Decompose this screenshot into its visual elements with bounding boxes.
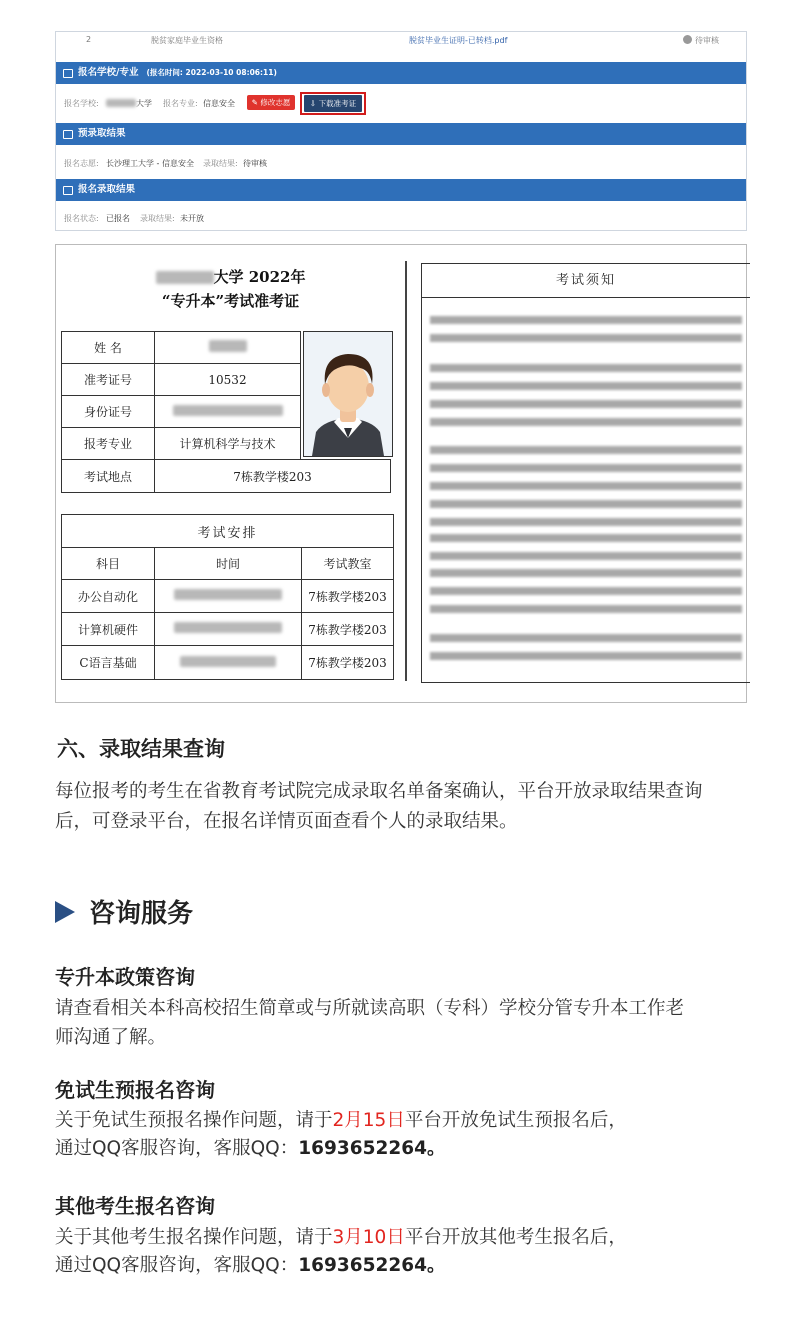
status-label: 报名状态: xyxy=(64,214,99,223)
note-paragraph xyxy=(430,316,742,352)
download-highlight xyxy=(300,92,366,115)
time-cell xyxy=(155,646,302,680)
other-qq-number: 1693652264。 xyxy=(298,1255,446,1276)
policy-heading: 专升本政策咨询 xyxy=(55,965,195,989)
wish-label: 报名志愿: xyxy=(64,159,99,168)
location-value: 7栋教学楼203 xyxy=(155,460,391,493)
exempt-date: 2月15日 xyxy=(332,1110,405,1131)
redacted-id xyxy=(173,405,283,416)
major-label: 报名专业: xyxy=(163,99,198,108)
room-cell: 7栋教学楼203 xyxy=(302,646,394,680)
file-index: 2 xyxy=(86,35,92,44)
pre-admission-header xyxy=(56,123,746,145)
major-field-label: 报考专业 xyxy=(62,428,155,460)
school-value xyxy=(106,98,152,109)
note-paragraph xyxy=(430,364,742,436)
candidate-info-table xyxy=(61,331,301,460)
other-line2 xyxy=(55,1251,445,1281)
ticket-title: “专升本”考试准考证 xyxy=(161,292,300,310)
section6-heading: 六、录取结果查询 xyxy=(57,737,225,761)
note-paragraph xyxy=(430,569,742,623)
download-ticket-label: 下载准考证 xyxy=(318,99,357,108)
col-time: 时间 xyxy=(155,548,302,580)
final-result-value: 未开放 xyxy=(180,214,204,223)
file-row xyxy=(56,32,746,50)
school-icon xyxy=(63,69,73,78)
ticket-no-label: 准考证号 xyxy=(62,364,155,396)
other-line1 xyxy=(55,1223,627,1253)
exam-notes-box xyxy=(421,263,750,683)
download-ticket-button[interactable]: ⇩ 下载准考证 xyxy=(304,95,362,112)
other-qq-pre: 通过QQ客服咨询，客服QQ： xyxy=(55,1255,299,1276)
pre-result-label: 录取结果: xyxy=(203,159,238,168)
schedule-title: 考试安排 xyxy=(62,515,394,548)
time-cell xyxy=(155,580,302,613)
edit-wish-button[interactable]: ✎ 修改志愿 xyxy=(247,95,295,110)
final-result-label: 录取结果: xyxy=(140,214,175,223)
triangle-bullet-icon xyxy=(55,901,75,923)
location-label: 考试地点 xyxy=(62,460,155,493)
id-value xyxy=(155,396,301,428)
school-section-title: 报名学校/专业 xyxy=(78,67,139,78)
notes-title: 考试须知 xyxy=(422,264,750,298)
apply-time-value: 2022-03-10 08:06:11 xyxy=(185,68,274,77)
exam-schedule-table xyxy=(61,514,394,680)
ticket-no-value: 10532 xyxy=(155,364,301,396)
redacted-school-name xyxy=(156,271,214,284)
schedule-row xyxy=(62,646,394,680)
subject-cell: 计算机硬件 xyxy=(62,613,155,646)
exempt-pre: 关于免试生预报名操作问题，请于 xyxy=(55,1110,333,1131)
subject-cell: C语言基础 xyxy=(62,646,155,680)
wish-value: 长沙理工大学 - 信息安全 xyxy=(106,159,194,168)
policy-line2: 师沟通了解。 xyxy=(55,1027,167,1048)
redacted-time xyxy=(180,656,276,667)
room-cell: 7栋教学楼203 xyxy=(302,613,394,646)
note-paragraph xyxy=(430,634,742,670)
name-value xyxy=(155,332,301,364)
ticket-year: 2022年 xyxy=(248,268,306,286)
redacted-time xyxy=(174,622,282,633)
file-doc-type: 脱贫家庭毕业生资格 xyxy=(151,36,223,45)
result-icon-2 xyxy=(63,186,73,195)
redacted-name xyxy=(209,340,247,352)
section6-line2: 后，可登录平台，在报名详情页面查看个人的录取结果。 xyxy=(55,811,518,832)
schedule-row xyxy=(62,613,394,646)
time-cell xyxy=(155,613,302,646)
other-date: 3月10日 xyxy=(332,1227,405,1248)
result-icon xyxy=(63,130,73,139)
pre-admission-title: 预录取结果 xyxy=(78,128,126,139)
file-name-link[interactable]: 脱贫毕业生证明-已转档.pdf xyxy=(409,36,508,45)
col-subject: 科目 xyxy=(62,548,155,580)
subject-cell: 办公自动化 xyxy=(62,580,155,613)
note-paragraph xyxy=(430,446,742,526)
major-field-value: 计算机科学与技术 xyxy=(155,428,301,460)
other-heading: 其他考生报名咨询 xyxy=(55,1194,215,1218)
consult-section-title xyxy=(55,893,193,930)
final-admission-header xyxy=(56,179,746,201)
id-label: 身份证号 xyxy=(62,396,155,428)
exempt-post: 平台开放免试生预报名后， xyxy=(404,1110,627,1131)
file-status xyxy=(683,35,719,46)
redacted-school xyxy=(106,99,136,107)
avatar-illustration xyxy=(304,332,392,456)
major-value: 信息安全 xyxy=(203,99,235,108)
exempt-line2 xyxy=(55,1134,445,1164)
ticket-divider xyxy=(405,261,407,681)
room-cell: 7栋教学楼203 xyxy=(302,580,394,613)
redacted-time xyxy=(174,589,282,600)
edit-wish-label: 修改志愿 xyxy=(260,98,291,107)
candidate-photo xyxy=(303,331,393,457)
file-status-label: 待审核 xyxy=(695,36,719,45)
apply-time-label: 报名时间 xyxy=(149,68,180,77)
school-suffix: 大学 xyxy=(136,99,152,108)
admission-ticket xyxy=(55,244,747,703)
exempt-line1 xyxy=(55,1106,627,1136)
ticket-school-line xyxy=(56,266,405,287)
schedule-row xyxy=(62,580,394,613)
exempt-qq-pre: 通过QQ客服咨询，客服QQ： xyxy=(55,1138,299,1159)
exam-location-table xyxy=(61,459,391,493)
exempt-qq-number: 1693652264。 xyxy=(298,1138,446,1159)
col-room: 考试教室 xyxy=(302,548,394,580)
pending-icon xyxy=(683,35,692,44)
exempt-heading: 免试生预报名咨询 xyxy=(55,1078,215,1102)
section6-line1: 每位报考的考生在省教育考试院完成录取名单备案确认，平台开放录取结果查询 xyxy=(55,781,703,802)
ticket-school-suffix: 大学 xyxy=(213,268,244,286)
school-section-header: 报名学校/专业 (报名时间: 2022-03-10 08:06:11) xyxy=(56,62,746,84)
pre-result-value: 待审核 xyxy=(243,159,267,168)
other-post: 平台开放其他考生报名后， xyxy=(404,1227,627,1248)
other-pre: 关于其他考生报名操作问题，请于 xyxy=(55,1227,333,1248)
consult-title-text: 咨询服务 xyxy=(89,899,194,929)
policy-line1: 请查看相关本科高校招生简章或与所就读高职（专科）学校分管专升本工作老 xyxy=(55,998,685,1019)
note-paragraph xyxy=(430,534,742,560)
name-label: 姓 名 xyxy=(62,332,155,364)
status-value: 已报名 xyxy=(106,214,130,223)
application-detail-panel xyxy=(55,31,747,231)
school-label: 报名学校: xyxy=(64,99,99,108)
final-admission-title: 报名录取结果 xyxy=(78,184,136,195)
